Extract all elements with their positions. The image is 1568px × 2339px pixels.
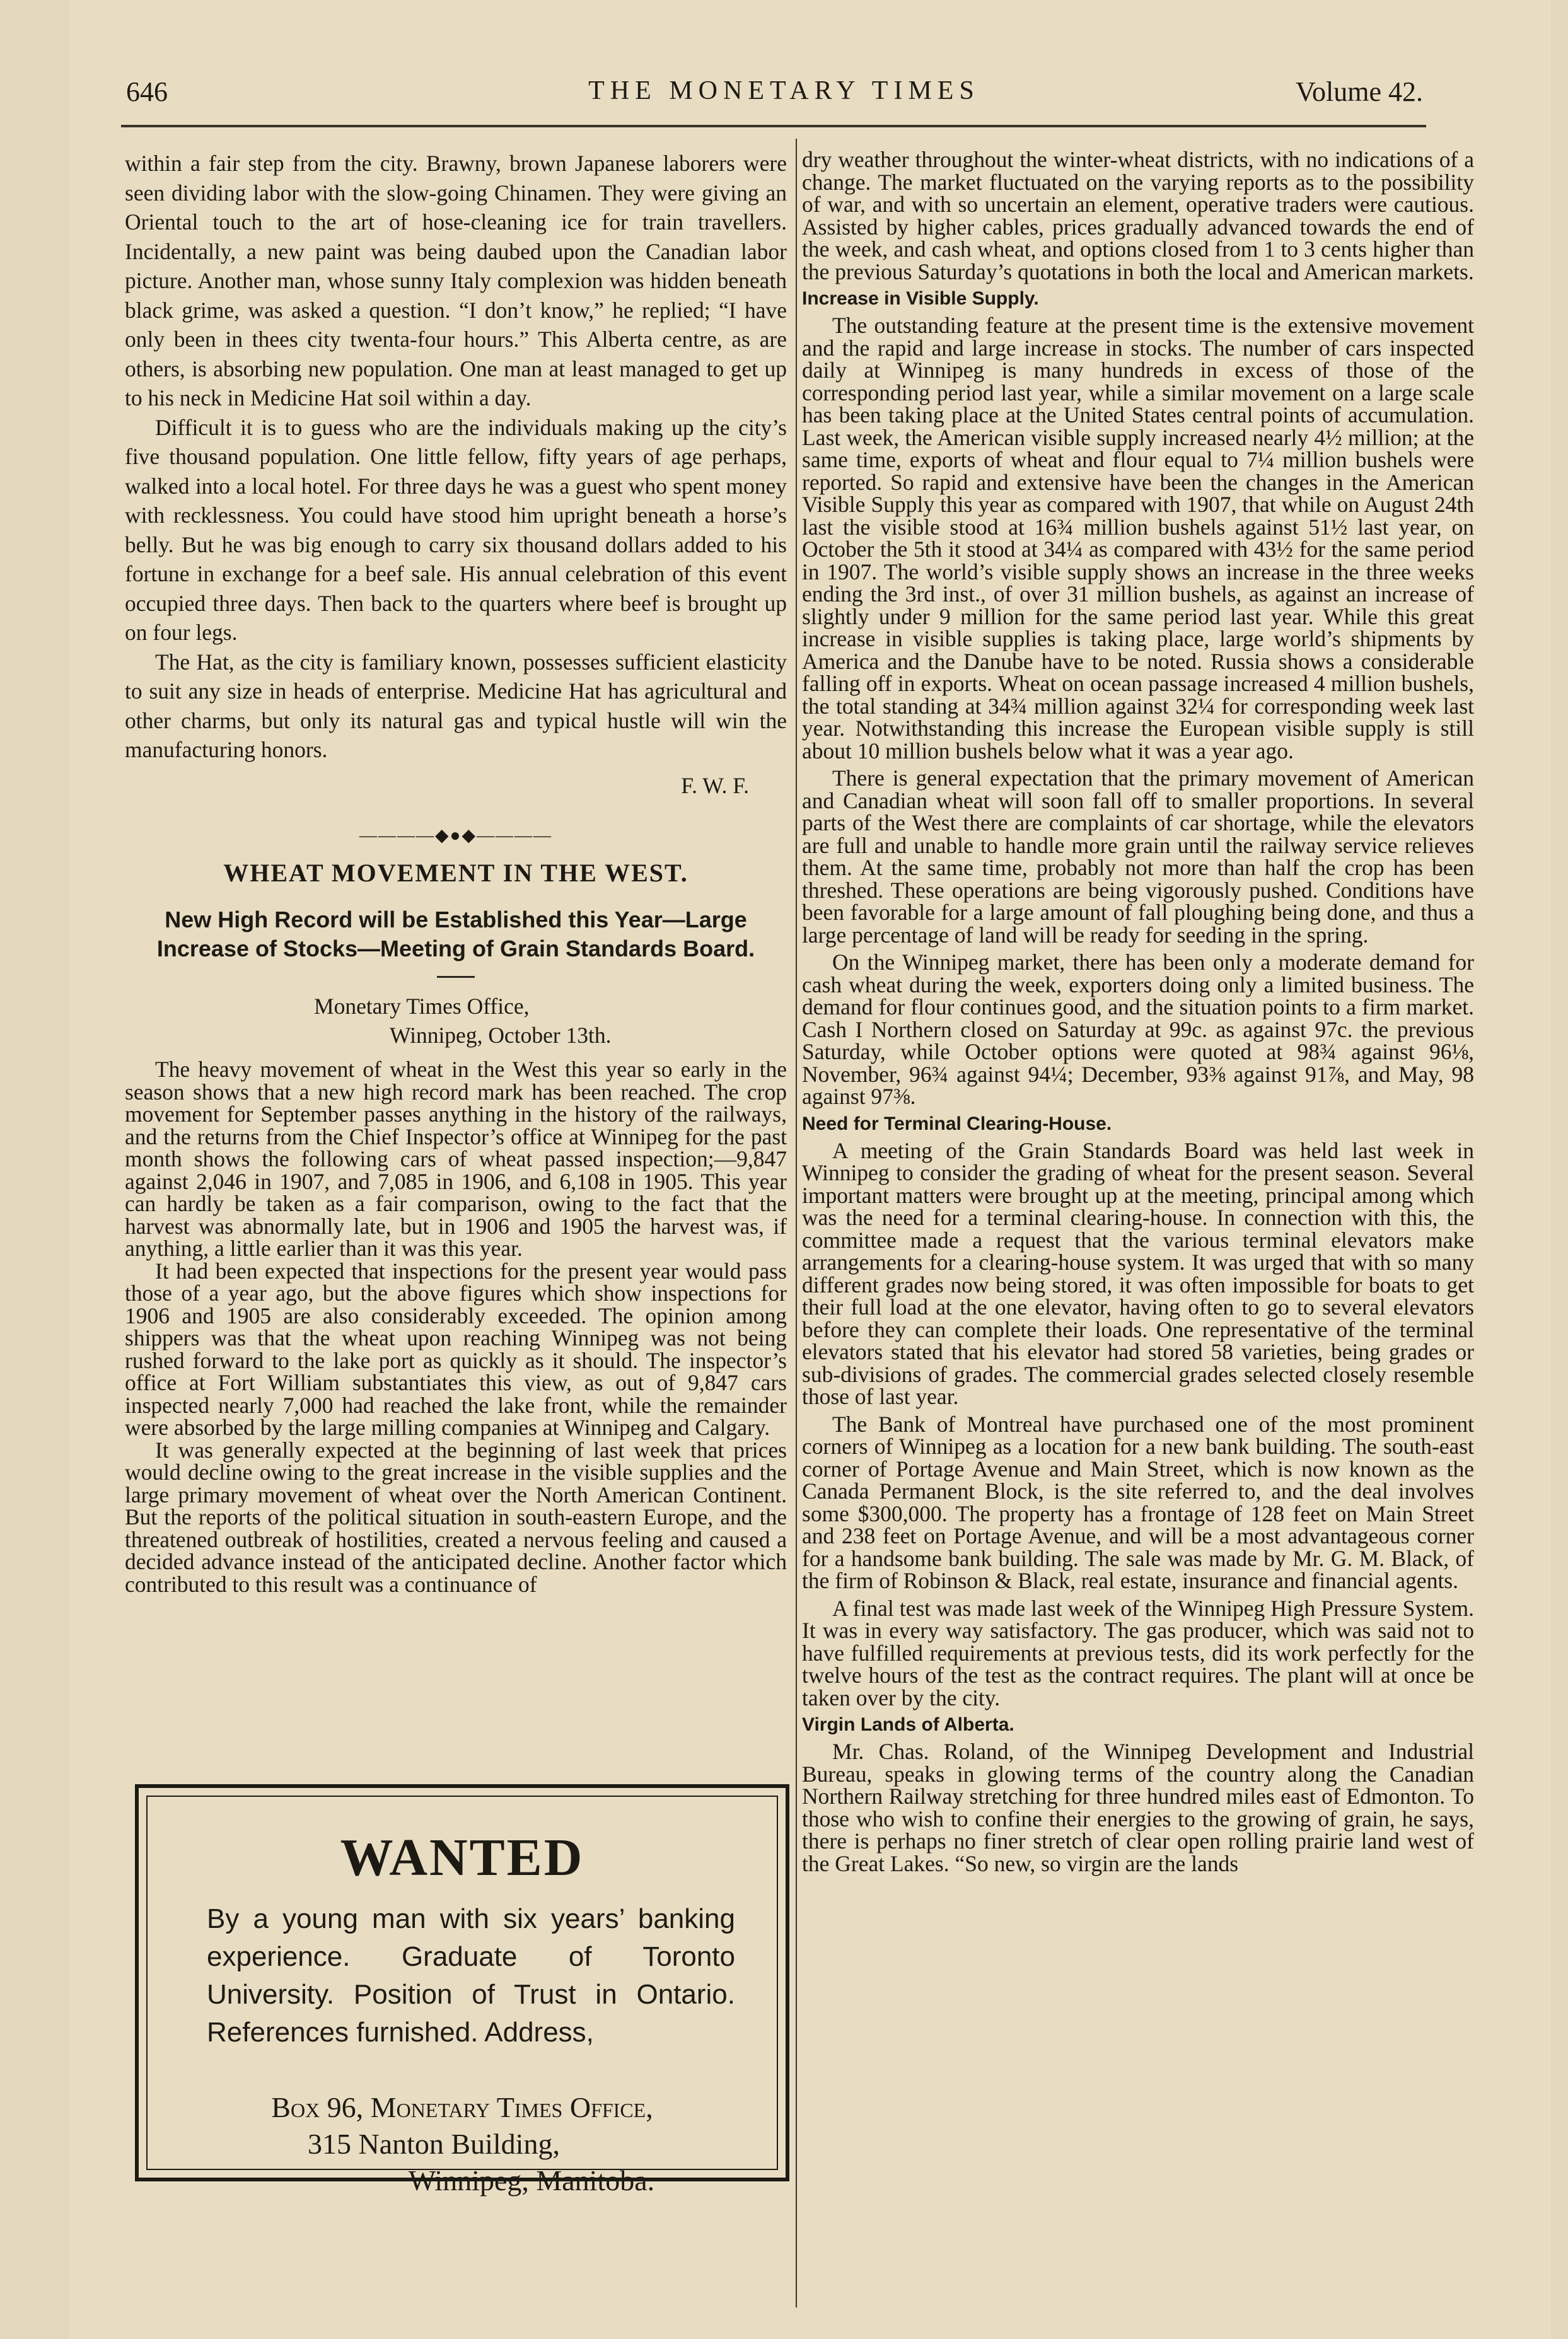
- paragraph: It had been expected that inspections for the present year would pass those of a year ago, but the above figures which show inspections for 1906 and 1905 are also considerably exceeded. The opinion among shippers was that the wheat upon reaching Winnipeg was not being rushed forward to the lake port as quickly as it should. The inspector’s office at Fort William substantiates this view, as out of 9,847 cars inspected nearly 7,000 had reached the lake front, while the remainder were absorbed by the large milling companies at Winnipeg and Calgary.: [125, 1258, 787, 1440]
- ad-address: [139, 2089, 786, 2199]
- ornamental-divider: ————◆●◆————: [359, 826, 552, 845]
- author-signature: F. W. F.: [681, 772, 749, 798]
- section-heading: Need for Terminal Clearing-House.: [802, 1113, 1112, 1134]
- paragraph: The Bank of Montreal have purchased one of the most prominent corners of Winnipeg as a location for a new bank building. The south-east corner of Portage Avenue and Main Street, which is now known as the Canada Permanent Block, is the site referred to, and the deal involves some $300,000. The property has a frontage of 128 feet on Main Street and 238 feet on Portage Avenue, and will be a most advantageous corner for a handsome bank building. The sale was made by Mr. G. M. Black, of the firm of Robinson & Black, real estate, insurance and financial agents.: [802, 1411, 1474, 1593]
- left-column: [125, 149, 787, 1596]
- paragraph: A final test was made last week of the Winnipeg High Pressure System. It was in every way satisfactory. The gas producer, which was said not to have fulfilled requirements at previous tests, did its work perfectly for the twelve hours of the test as the contract requires. The plant will at once be taken over by the city.: [802, 1595, 1474, 1710]
- ad-address-line-2: 315 Nanton Building,: [308, 2128, 560, 2160]
- dateline: [125, 992, 787, 1050]
- volume-label: Volume 42.: [1295, 76, 1423, 107]
- paragraph: within a fair step from the city. Brawny, brown Japanese laborers were seen dividing labor with the slow-going Chinamen. They were giving an Oriental touch to the art of hose-cleaning ice for train travellers. Incidentally, a new paint was being daubed upon the Canadian labor picture. Another man, whose sunny Italy complexion was hidden beneath black grime, was asked a question. “I don’t know,” he replied; “I have only been in thees city twenta-four hours.” This Alberta centre, as are others, is absorbing new population. One man at least managed to get up to his neck in Medicine Hat soil within a day.: [125, 151, 787, 410]
- short-rule: [437, 976, 475, 978]
- paragraph: A meeting of the Grain Standards Board was held last week in Winnipeg to consider the grading of wheat for the present season. Several important matters were brought up at the meeting, principal among which was the need for a terminal clearing-house. In connection with this, the committee made a request that the various terminal elevators make arrangements for a clearing-house system. It was urged that with so many different grades now being stored, it was often impossible for boats to get their full load at the one elevator, having often to go to several elevators before they can complete their loads. One representative of the terminal elevators stated that his elevator had stored 58 varieties, being grades or sub-divisions of grades. The commercial grades selected closely resemble those of last year.: [802, 1137, 1474, 1409]
- right-column: [802, 149, 1474, 1875]
- paragraph: The Hat, as the city is familiary known, possesses sufficient elasticity to suit any size in heads of enterprise. Medicine Hat has agricultural and other charms, but only its natural gas and typical hustle will win the manufacturing honors.: [125, 649, 787, 762]
- paragraph: The heavy movement of wheat in the West this year so early in the season shows that a new high record mark has been reached. The crop movement for September passes anything in the history of the railways, and the returns from the Chief Inspector’s office at Winnipeg for the past month shows the following cars of wheat passed inspection;—9,847 against 2,046 in 1907, and 7,085 in 1906, and 6,108 in 1905. This year can hardly be taken as a fair comparison, owing to the fact that the harvest was abnormally late, but in 1906 and 1905 the harvest was, if anything, a little earlier than it was this year.: [125, 1057, 787, 1261]
- section-heading: Virgin Lands of Alberta.: [802, 1714, 1014, 1735]
- dateline-date: Winnipeg, October 13th.: [390, 1023, 612, 1048]
- masthead: THE MONETARY TIMES: [588, 76, 980, 105]
- dateline-office: Monetary Times Office,: [314, 994, 530, 1019]
- paragraph: dry weather throughout the winter-wheat districts, with no indications of a change. The market fluctuated on the varying reports as to the possibility of war, and with so uncertain an element, operative traders were cautious. Assisted by higher cables, prices gradually advanced towards the end of the week, and cash wheat, and options closed from 1 to 3 cents higher than the previous Saturday’s quotations in both the local and American markets.: [802, 147, 1474, 284]
- article-subtitle: New High Record will be Established this Year—Large Increase of Stocks—Meeting of Grain Standards Board.: [156, 907, 755, 961]
- ad-heading: WANTED: [340, 1828, 584, 1887]
- paragraph: It was generally expected at the beginning of last week that prices would decline owing to the great increase in the visible supplies and the large primary movement of wheat over the North American Continent. But the reports of the political situation in south-eastern Europe, and the threatened outbreak of hostilities, created a nervous feeling and caused a decided advance instead of the anticipated decline. Another factor which contributed to this result was a continuance of: [125, 1437, 787, 1597]
- paragraph: Mr. Chas. Roland, of the Winnipeg Development and Industrial Bureau, speaks in glowing terms of the country along the Canadian Northern Railway stretching for three hundred miles east of Edmonton. To those who wish to confine their energies to the growing of grain, he says, there is perhaps no finer stretch of clear open rolling prairie land west of the Great Lakes. “So new, so virgin are the lands: [802, 1739, 1474, 1876]
- ad-address-line-1: Box 96, Monetary Times Office,: [271, 2091, 653, 2123]
- wanted-advertisement: [135, 1784, 789, 2197]
- section-heading: Increase in Visible Supply.: [802, 288, 1039, 309]
- paragraph: On the Winnipeg market, there has been only a moderate demand for cash wheat during the week, exporters doing only a limited business. The demand for flour continues good, and the situation points to a firm market. Cash I Northern closed on Saturday at 99c. as against 97c. the previous Saturday, while October options were quoted at 98¾ against 96⅛, November, 96¾ against 94¼; December, 93⅜ against 91⅞, and May, 98 against 97⅜.: [802, 949, 1474, 1109]
- ad-body: By a young man with six years’ banking experience. Graduate of Toronto University. Position of Trust in Ontario. References furnished. Address,: [207, 1903, 735, 2048]
- ad-address-line-3: Winnipeg, Manitoba.: [408, 2164, 655, 2197]
- column-divider: [796, 139, 797, 2307]
- paragraph: Difficult it is to guess who are the individuals making up the city’s five thousand population. One little fellow, fifty years of age perhaps, walked into a local hotel. For three days he was a guest who spent money with recklessness. You could have stood him upright beneath a horse’s belly. But he was big enough to carry six thousand dollars added to his fortune in exchange for a beef sale. His annual celebration of this event occupied three days. Then back to the quarters where beef is brought up on four legs.: [125, 414, 787, 645]
- paragraph: There is general expectation that the primary movement of American and Canadian wheat will soon fall off to smaller proportions. In several parts of the West there are complaints of car shortage, while the elevators are full and unable to handle more grain until the railway service relieves them. At the same time, probably not more than half the crop has been threshed. These operations are being vigorously pushed. Conditions have been favorable for a large amount of fall ploughing being done, and thus a large percentage of land will be ready for seeding in the spring.: [802, 765, 1474, 948]
- header-rule: [121, 125, 1426, 127]
- article-title: WHEAT MOVEMENT IN THE WEST.: [223, 858, 688, 887]
- page-number: 646: [126, 76, 168, 107]
- paragraph: The outstanding feature at the present time is the extensive movement and the rapid and large increase in stocks. The number of cars inspected daily at Winnipeg is many hundreds in excess of those of the corresponding period last year, while a similar movement on a large scale has been taking place at the United States central points of accumulation. Last week, the American visible supply increased nearly 4½ million; at the same time, exports of wheat and flour equal to 7¼ million bushels were reported. So rapid and extensive have been the changes in the American Visible Supply this year as compared with 1907, that while on August 24th last the visible stood at 16¾ million bushels against 51½ last year, on October the 5th it stood at 34¼ as compared with 43½ for the same period in 1907. The world’s visible supply shows an increase in the three weeks ending the 3rd inst., of over 31 million bushels, as against an increase of slightly under 9 million for the same period last year. While this great increase in visible supplies is taking place, large world’s shipments by America and the Danube have to be noted. Russia shows a considerable falling off in exports. Wheat on ocean passage increased 4 million bushels, the total standing at 34¾ million against 32¼ for corresponding week last year. Notwithstanding this increase the European visible supply is still about 10 million bushels below what it was a year ago.: [802, 313, 1474, 763]
